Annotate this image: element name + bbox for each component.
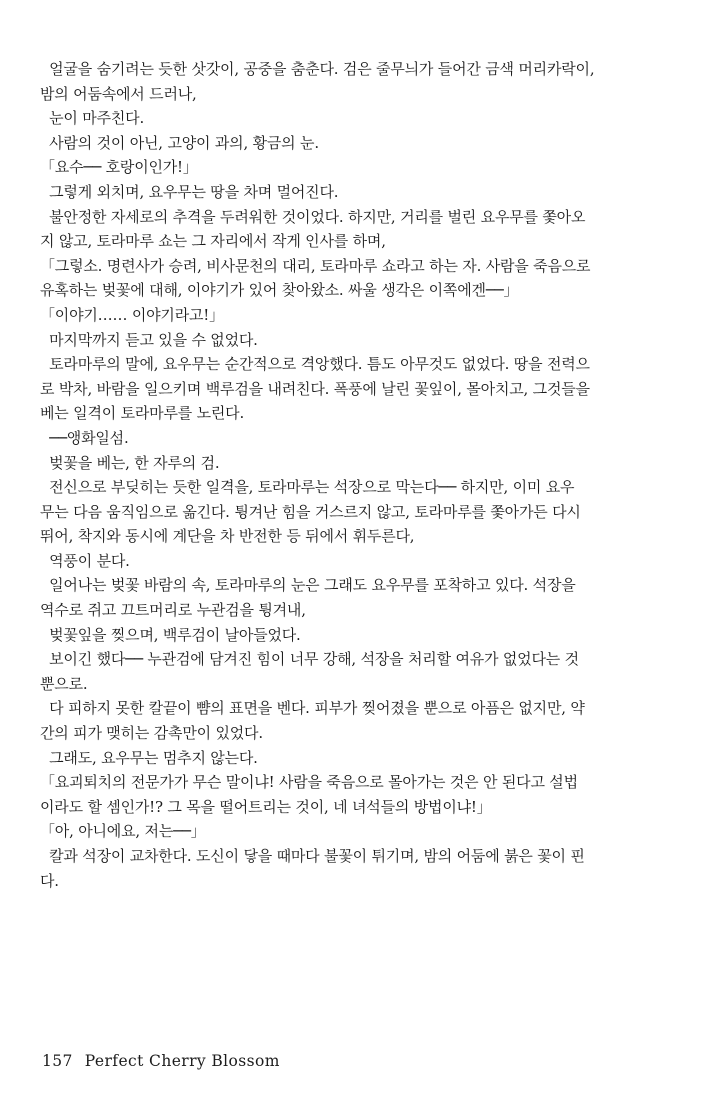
text-line: 얼굴을 숨기려는 듯한 삿갓이, 공중을 춤춘다. 검은 줄무늬가 들어간 금색 머리카락이, [40, 60, 595, 78]
text-line: 벚꽃잎을 찢으며, 백루검이 날아들었다. [40, 625, 301, 644]
text-line: 「요괴퇴치의 전문가가 무슨 말이냐! 사람을 죽음으로 몰아가는 것은 안 된다고 설법 [40, 773, 578, 792]
text-line: 역풍이 분다. [40, 551, 130, 570]
text-line: 「요수── 호랑이인가!」 [40, 158, 198, 177]
text-line: 뛰어, 착지와 동시에 계단을 차 반전한 등 뒤에서 휘두른다, [40, 527, 415, 546]
text-line: 보이긴 했다── 누관검에 담겨진 힘이 너무 강해, 석장을 처리할 여유가 없었다는 것 [40, 650, 579, 669]
page-number: 157 [42, 1052, 73, 1070]
text-line: 「그렇소. 명련사가 승려, 비사문천의 대리, 토라마루 쇼라고 하는 자. 사람을 죽음으로 [40, 256, 591, 275]
text-line: 마지막까지 듣고 있을 수 없었다. [40, 330, 258, 349]
text-line: 뿐으로. [40, 674, 88, 693]
text-line: 역수로 쥐고 끄트머리로 누관검을 튕겨내, [40, 601, 306, 620]
text-line: 지 않고, 토라마루 쇼는 그 자리에서 작게 인사를 하며, [40, 232, 386, 251]
page-footer [42, 1052, 280, 1070]
text-line: 유혹하는 벚꽃에 대해, 이야기가 있어 찾아왔소. 싸울 생각은 이쪽에겐──」 [40, 281, 519, 300]
text-line: 그래도, 요우무는 멈추지 않는다. [40, 748, 258, 767]
text-line: 로 박차, 바람을 일으키며 백루검을 내려친다. 폭풍에 날린 꽃잎이, 몰아치고, 그것들을 [40, 379, 590, 398]
text-line: 벚꽃을 베는, 한 자루의 검. [40, 453, 220, 472]
text-line: 이라도 할 셈인가!? 그 목을 떨어트리는 것이, 네 녀석들의 방법이냐!」 [40, 797, 492, 816]
text-line: 다. [40, 871, 59, 890]
text-line: 눈이 마주친다. [40, 109, 145, 128]
text-line: 다 피하지 못한 칼끝이 뺨의 표면을 벤다. 피부가 찢어졌을 뿐으로 아픔은 없지만, 약 [40, 699, 585, 718]
text-line: 그렇게 외치며, 요우무는 땅을 차며 멀어진다. [40, 182, 339, 201]
text-line: 사람의 것이 아닌, 고양이 과의, 황금의 눈. [40, 133, 319, 152]
book-title: Perfect Cherry Blossom [84, 1052, 280, 1070]
text-line: 무는 다음 움직임으로 옮긴다. 튕겨난 힘을 거스르지 않고, 토라마루를 쫓아가든 다시 [40, 502, 581, 521]
text-line: 「아, 아니에요, 저는──」 [40, 822, 206, 841]
text-line: ──앵화일섬. [40, 428, 129, 447]
text-line: 「이야기…… 이야기라고!」 [40, 305, 224, 324]
text-line: 토라마루의 말에, 요우무는 순간적으로 격앙했다. 틈도 아무것도 없었다. 땅을 전력으 [40, 355, 590, 374]
text-line: 간의 피가 맺히는 감촉만이 있었다. [40, 724, 263, 743]
text-line: 전신으로 부딪히는 듯한 일격을, 토라마루는 석장으로 막는다── 하지만, 이미 요우 [40, 478, 575, 497]
text-line: 일어나는 벚꽃 바람의 속, 토라마루의 눈은 그래도 요우무를 포착하고 있다. 석장을 [40, 576, 576, 595]
text-line: 베는 일격이 토라마루를 노린다. [40, 404, 245, 423]
text-line: 밤의 어둠속에서 드러나, [40, 84, 197, 103]
text-line: 칼과 석장이 교차한다. 도신이 닿을 때마다 불꽃이 튀기며, 밤의 어둠에 붉은 꽃이 핀 [40, 847, 585, 865]
text-line: 불안정한 자세로의 추격을 두려워한 것이었다. 하지만, 거리를 벌린 요우무를 쫓아오 [40, 207, 586, 226]
body-text [40, 57, 690, 893]
